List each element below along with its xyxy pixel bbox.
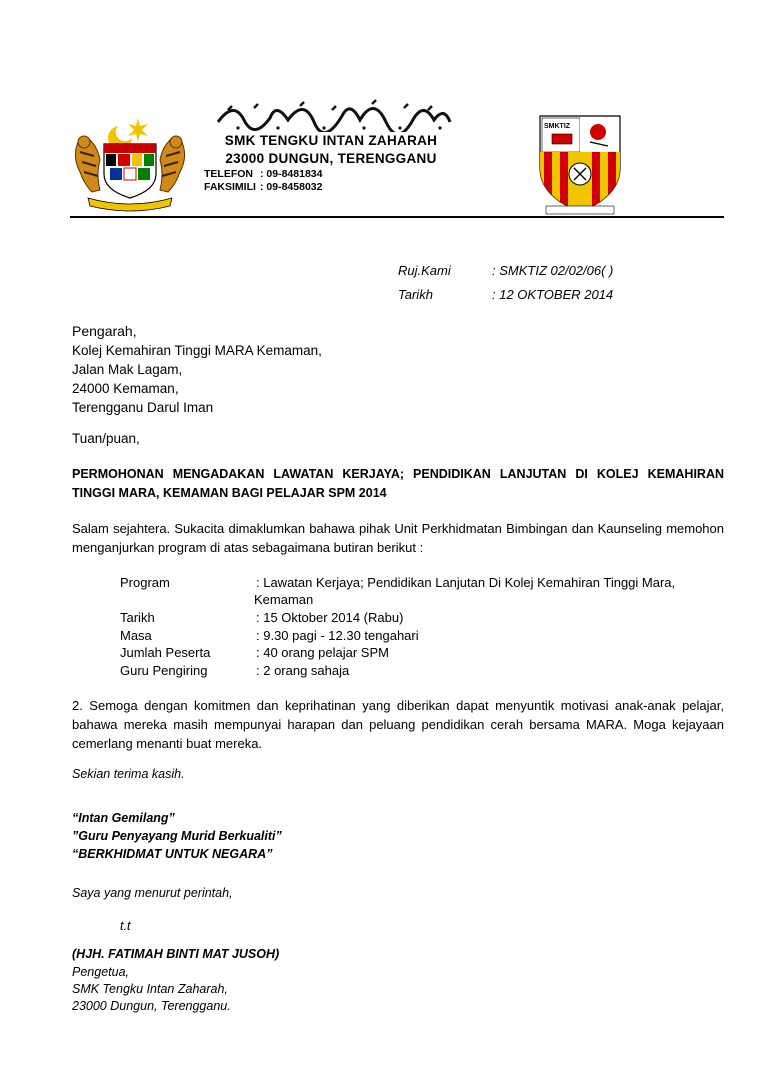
telefon-value: : 09-8481834 bbox=[260, 168, 323, 180]
ref-label: Ruj.Kami bbox=[398, 263, 451, 278]
paragraph-line: cemerlang menanti buat mereka. bbox=[72, 736, 263, 751]
detail-label: Guru Pengiring bbox=[120, 663, 208, 678]
telefon-line bbox=[204, 168, 322, 180]
date-label: Tarikh bbox=[398, 287, 433, 302]
signature-mark: t.t bbox=[120, 919, 131, 933]
faksimili-line bbox=[204, 181, 322, 193]
paragraph-line: bahawa mereka masih mempunyai harapan dan peluang pendidikan cerah bersama MARA. Moga kejayaan bbox=[72, 717, 724, 732]
intro-line: Salam sejahtera. Sukacita dimaklumkan bahawa pihak Unit Perkhidmatan Bimbingan dan Kaunseling memohon bbox=[72, 521, 724, 536]
detail-value: : Lawatan Kerjaya; Pendidikan Lanjutan Di Kolej Kemahiran Tinggi Mara, bbox=[256, 575, 676, 590]
recipient-line: Kolej Kemahiran Tinggi MARA Kemaman, bbox=[72, 343, 322, 358]
recipient-line: 24000 Kemaman, bbox=[72, 381, 179, 396]
recipient-line: Jalan Mak Lagam, bbox=[72, 362, 183, 377]
sign-off: Saya yang menurut perintah, bbox=[72, 886, 233, 900]
signatory-title: Pengetua, bbox=[72, 965, 129, 979]
subject-line: TINGGI MARA, KEMAMAN BAGI PELAJAR SPM 2014 bbox=[72, 486, 387, 500]
motto-line: “Intan Gemilang” bbox=[72, 811, 175, 825]
detail-label: Tarikh bbox=[120, 610, 155, 625]
salutation: Tuan/puan, bbox=[72, 431, 140, 446]
detail-label: Jumlah Peserta bbox=[120, 645, 211, 660]
motto-line: ”Guru Penyayang Murid Berkualiti” bbox=[72, 829, 282, 843]
closing-text: Sekian terima kasih. bbox=[72, 767, 185, 781]
faksimili-value: : 09-8458032 bbox=[260, 181, 323, 193]
subject-line: PERMOHONAN MENGADAKAN LAWATAN KERJAYA; PENDIDIKAN LANJUTAN DI KOLEJ KEMAHIRAN bbox=[72, 467, 724, 481]
signatory-school: SMK Tengku Intan Zaharah, bbox=[72, 982, 228, 996]
signatory-address: 23000 Dungun, Terengganu. bbox=[72, 999, 231, 1013]
detail-value: : 40 orang pelajar SPM bbox=[256, 645, 389, 660]
detail-label: Masa bbox=[120, 628, 152, 643]
telefon-label: TELEFON bbox=[204, 168, 253, 180]
detail-value: : 15 Oktober 2014 (Rabu) bbox=[256, 610, 404, 625]
faksimili-label: FAKSIMILI bbox=[204, 181, 256, 193]
recipient-line: Pengarah, bbox=[72, 323, 137, 339]
malaysia-coat-of-arms-logo bbox=[70, 112, 190, 212]
school-name: SMK TENGKU INTAN ZAHARAH bbox=[224, 133, 438, 148]
ref-value: : SMKTIZ 02/02/06( ) bbox=[492, 263, 614, 278]
letterhead-divider bbox=[70, 216, 724, 218]
recipient-line: Terengganu Darul Iman bbox=[72, 400, 214, 415]
detail-value: Kemaman bbox=[254, 592, 314, 607]
crest-label: SMKTIZ bbox=[544, 123, 571, 130]
school-crest-logo bbox=[536, 112, 624, 216]
signatory-name: (HJH. FATIMAH BINTI MAT JUSOH) bbox=[72, 947, 280, 961]
detail-value: : 9.30 pagi - 12.30 tengahari bbox=[256, 628, 419, 643]
date-value: : 12 OKTOBER 2014 bbox=[492, 287, 614, 302]
motto-line: “BERKHIDMAT UNTUK NEGARA” bbox=[72, 847, 273, 861]
school-address: 23000 DUNGUN, TERENGGANU bbox=[225, 151, 437, 166]
detail-value: : 2 orang sahaja bbox=[256, 663, 350, 678]
paragraph-line: 2. Semoga dengan komitmen dan keprihatinan yang diberikan dapat menyuntik motivasi anak-anak pelajar, bbox=[72, 698, 724, 713]
detail-label: Program bbox=[120, 575, 170, 590]
intro-line: menganjurkan program di atas sebagaimana butiran berikut : bbox=[72, 540, 424, 555]
jawi-school-name-calligraphy bbox=[214, 92, 454, 132]
